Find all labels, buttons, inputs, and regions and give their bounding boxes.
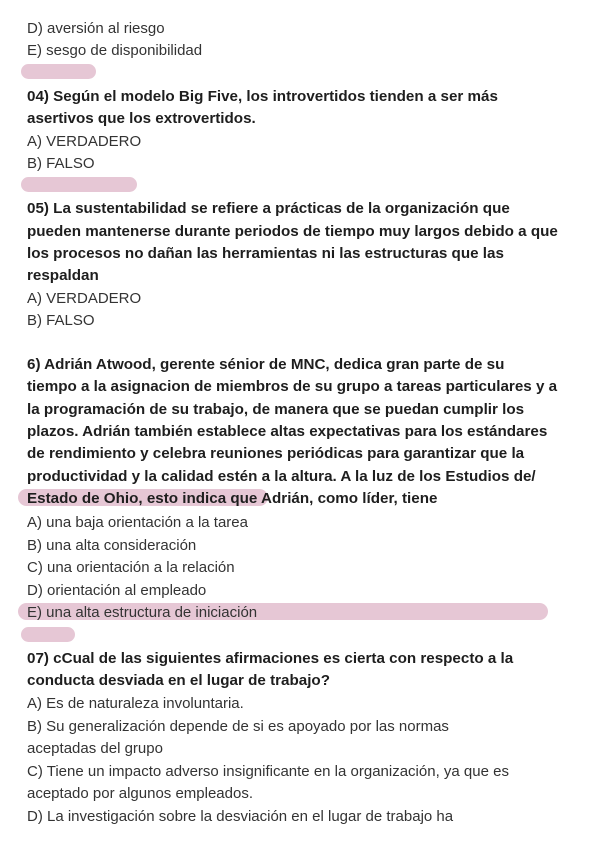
- question-5-line: respaldan: [27, 267, 99, 284]
- option-d: D) aversión al riesgo: [27, 20, 165, 37]
- question-7-option-d: D) La investigación sobre la desviación en el lugar de trabajo ha: [27, 808, 454, 825]
- question-7-option-c: C) Tiene un impacto adverso insignificante en la organización, ya que es: [27, 763, 509, 780]
- answer-highlight-mark: [21, 627, 75, 642]
- question-6-option-c: C) una orientación a la relación: [27, 559, 235, 576]
- question-4-line: 04) Según el modelo Big Five, los introvertidos tienden a ser más: [27, 88, 498, 105]
- question-6-line: plazos. Adrián también establece altas expectativas para los estándares: [27, 423, 548, 440]
- question-6-option-e: E) una alta estructura de iniciación: [27, 604, 258, 621]
- question-7-option-b-cont: aceptadas del grupo: [27, 740, 163, 757]
- option-e: E) sesgo de disponibilidad: [27, 42, 203, 59]
- question-7-line: conducta desviada en el lugar de trabajo?: [27, 672, 330, 689]
- question-4-option-b: B) FALSO: [27, 155, 95, 172]
- question-6-line: de rendimiento y celebra reuniones periódicas para garantizar que la: [27, 445, 525, 462]
- question-7-option-c-cont: aceptado por algunos empleados.: [27, 785, 253, 802]
- question-6-line: tiempo a la asignacion de miembros de su grupo a tareas particulares y a: [27, 378, 558, 395]
- question-6-line: 6) Adrián Atwood, gerente sénior de MNC, dedica gran parte de su: [27, 356, 505, 373]
- question-6-line: productividad y la calidad estén a la altura. A la luz de los Estudios de/: [27, 468, 536, 485]
- question-4-option-a: A) VERDADERO: [27, 133, 142, 150]
- question-6-option-a: A) una baja orientación a la tarea: [27, 514, 248, 531]
- question-7-option-a: A) Es de naturaleza involuntaria.: [27, 695, 244, 712]
- question-6-option-b: B) una alta consideración: [27, 537, 197, 554]
- question-5-line: 05) La sustentabilidad se refiere a prácticas de la organización que: [27, 200, 510, 217]
- question-5-line: los procesos no dañan las herramientas ni las estructuras que las: [27, 245, 504, 262]
- question-5-option-a: A) VERDADERO: [27, 290, 142, 307]
- question-6-line: la programación de su trabajo, de manera que se puedan cumplir los: [27, 401, 525, 418]
- question-7-line: 07) cCual de las siguientes afirmaciones es cierta con respecto a la: [27, 650, 514, 667]
- question-7-option-b: B) Su generalización depende de si es apoyado por las normas: [27, 718, 449, 735]
- answer-highlight-mark: [21, 177, 137, 192]
- question-6-option-d: D) orientación al empleado: [27, 582, 207, 599]
- question-5-option-b: B) FALSO: [27, 312, 95, 329]
- question-6-line: Estado de Ohio, esto indica que Adrián, como líder, tiene: [27, 490, 438, 507]
- answer-highlight-mark: [21, 64, 96, 79]
- question-4-line: asertivos que los extrovertidos.: [27, 110, 256, 127]
- question-5-line: pueden mantenerse durante periodos de tiempo muy largos debido a que: [27, 223, 558, 240]
